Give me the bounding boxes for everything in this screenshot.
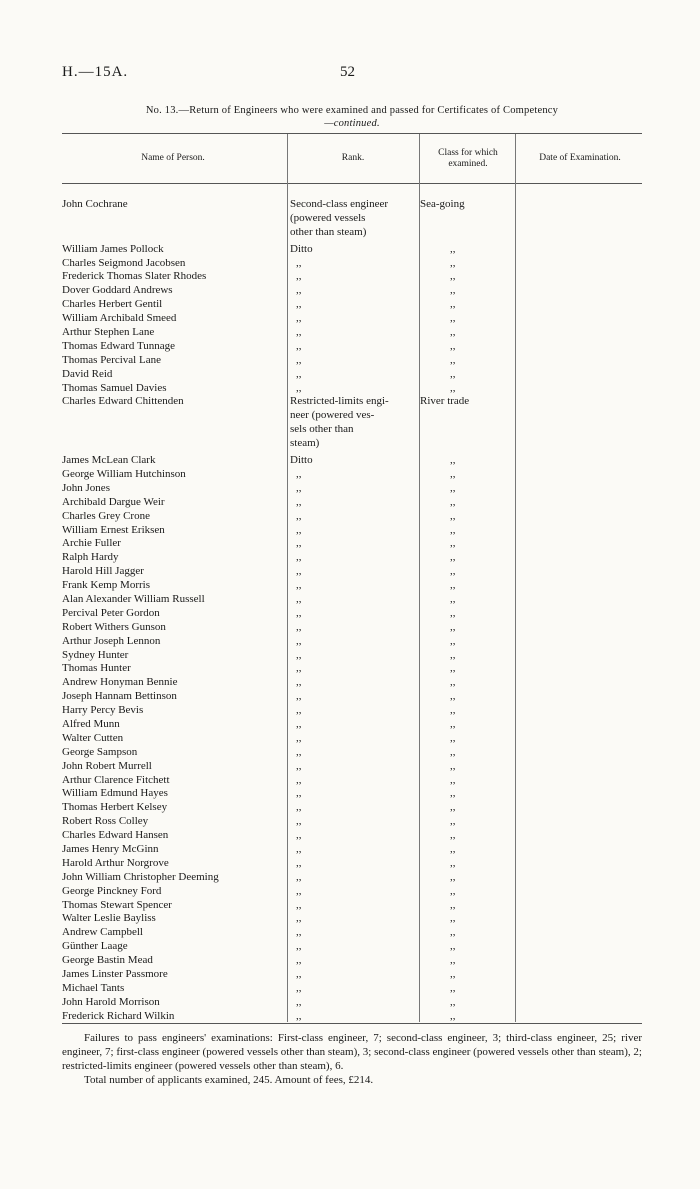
table-row: [62, 718, 642, 732]
person-name: Arthur Joseph Lennon: [62, 634, 161, 647]
rank-line: ,,: [296, 634, 302, 647]
rank-cell: [290, 312, 416, 326]
class-cell: ,,: [450, 242, 456, 255]
person-name: Thomas Edward Tunnage: [62, 339, 176, 352]
person-name: Dover Goddard Andrews: [62, 284, 173, 297]
class-cell: Sea-going: [420, 198, 465, 210]
table-row: [62, 857, 642, 871]
class-cell: ,,: [450, 648, 456, 661]
class-cell: ,,: [450, 353, 456, 366]
rank-line: ,,: [296, 495, 302, 508]
rank-cell: [290, 270, 416, 284]
table-bottom-rule: [62, 1023, 642, 1024]
class-cell: ,,: [450, 759, 456, 772]
rank-cell: [290, 690, 416, 704]
person-name: Thomas Samuel Davies: [62, 381, 167, 394]
class-cell: ,,: [450, 270, 456, 283]
table-row: [62, 732, 642, 746]
person-name: Michael Tants: [62, 981, 125, 994]
rank-cell: [290, 718, 416, 732]
table-row: [62, 298, 642, 312]
table-row: [62, 926, 642, 940]
person-name: Robert Withers Gunson: [62, 620, 166, 633]
rank-cell: [290, 395, 416, 451]
table-row: [62, 829, 642, 843]
class-cell: ,,: [450, 284, 456, 297]
failures-note: Failures to pass engineers' examinations: First-class engineer, 7; second-class engineer, 3; third-class engineer, 25; river engineer, 7; first-class engineer (powered vessels other than steam), 3; second-class engineer (powered vessels other than steam), 2; restricted-limits engineer (powered vessels other than steam), 6.: [62, 1032, 642, 1072]
rank-line: ,,: [296, 731, 302, 744]
rank-cell: [290, 284, 416, 298]
class-cell: ,,: [450, 926, 456, 939]
person-name: James McLean Clark: [62, 454, 156, 467]
rank-line: ,,: [296, 537, 302, 550]
table-row: [62, 537, 642, 551]
rank-cell: [290, 635, 416, 649]
table-row: [62, 524, 642, 538]
rank-line: ,,: [296, 256, 302, 269]
table-row: [62, 885, 642, 899]
person-name: Charles Edward Chittenden: [62, 395, 184, 408]
class-cell: ,,: [450, 843, 456, 856]
table-row: [62, 510, 642, 524]
person-name: Charles Edward Hansen: [62, 829, 169, 842]
class-cell: ,,: [450, 690, 456, 703]
table-top-rule: [62, 133, 642, 134]
rank-cell: [290, 368, 416, 382]
rank-cell: [290, 340, 416, 354]
table-row: [62, 871, 642, 885]
table-title: [62, 104, 642, 130]
person-name: Archie Fuller: [62, 537, 121, 550]
person-name: Robert Ross Colley: [62, 815, 149, 828]
rank-cell: [290, 382, 416, 396]
class-cell: ,,: [450, 704, 456, 717]
rank-cell: [290, 982, 416, 996]
rank-line: ,,: [296, 704, 302, 717]
rank-cell: [290, 760, 416, 774]
rank-line: ,,: [296, 801, 302, 814]
person-name: Walter Leslie Bayliss: [62, 912, 156, 925]
rank-cell: [290, 732, 416, 746]
table-row: [62, 982, 642, 996]
table-row: [62, 676, 642, 690]
class-cell: ,,: [450, 870, 456, 883]
person-name: Thomas Herbert Kelsey: [62, 801, 168, 814]
rank-cell: [290, 815, 416, 829]
person-name: Charles Grey Crone: [62, 509, 150, 522]
class-cell: ,,: [450, 381, 456, 394]
person-name: Percival Peter Gordon: [62, 606, 160, 619]
rank-cell: [290, 662, 416, 676]
rank-cell: [290, 524, 416, 538]
rank-line: ,,: [296, 606, 302, 619]
table-row: [62, 565, 642, 579]
table-row: [62, 198, 642, 243]
person-name: Joseph Hannam Bettinson: [62, 690, 177, 703]
class-cell: ,,: [450, 495, 456, 508]
person-name: John Cochrane: [62, 198, 128, 210]
rank-cell: [290, 801, 416, 815]
column-header-class: Class for which examined.: [438, 148, 498, 169]
rank-cell: [290, 843, 416, 857]
person-name: Frederick Thomas Slater Rhodes: [62, 270, 207, 283]
rank-cell: [290, 551, 416, 565]
table-row: [62, 395, 642, 454]
class-cell: ,,: [450, 981, 456, 994]
person-name: Archibald Dargue Weir: [62, 495, 165, 508]
rank-line: ,,: [296, 940, 302, 953]
person-name: John Harold Morrison: [62, 995, 160, 1008]
rank-line: Second-class engineer: [290, 198, 389, 210]
rank-cell: [290, 496, 416, 510]
table-row: [62, 1010, 642, 1024]
rank-cell: [290, 885, 416, 899]
rank-cell: [290, 354, 416, 368]
table-row: [62, 496, 642, 510]
class-cell: ,,: [450, 367, 456, 380]
table-row: [62, 968, 642, 982]
rank-cell: [290, 468, 416, 482]
person-name: William Edmund Hayes: [62, 787, 168, 800]
rank-line: ,,: [296, 981, 302, 994]
rank-line: ,,: [296, 565, 302, 578]
rank-cell: [290, 510, 416, 524]
class-cell: ,,: [450, 454, 456, 467]
table-row: [62, 801, 642, 815]
class-cell: ,,: [450, 537, 456, 550]
rank-line: ,,: [296, 298, 302, 311]
person-name: James Linster Passmore: [62, 968, 168, 981]
class-cell: ,,: [450, 339, 456, 352]
rank-cell: [290, 704, 416, 718]
person-name: Thomas Percival Lane: [62, 353, 161, 366]
rank-cell: [290, 298, 416, 312]
rank-line: ,,: [296, 829, 302, 842]
rank-cell: [290, 579, 416, 593]
table-row: [62, 774, 642, 788]
person-name: Günther Laage: [62, 940, 128, 953]
person-name: John William Christopher Deeming: [62, 870, 219, 883]
table-row: [62, 482, 642, 496]
class-cell: ,,: [450, 676, 456, 689]
class-cell: ,,: [450, 995, 456, 1008]
table-row: [62, 704, 642, 718]
rank-cell: [290, 565, 416, 579]
table-row: [62, 284, 642, 298]
rank-line: ,,: [296, 579, 302, 592]
table-title-main: No. 13.—Return of Engineers who were examined and passed for Certificates of Competency: [145, 105, 559, 116]
rank-cell: [290, 940, 416, 954]
table-row: [62, 899, 642, 913]
person-name: Alan Alexander William Russell: [62, 592, 205, 605]
person-name: John Robert Murrell: [62, 759, 152, 772]
class-cell: ,,: [450, 565, 456, 578]
table-row: [62, 607, 642, 621]
person-name: John Jones: [62, 481, 110, 494]
person-name: Frederick Richard Wilkin: [62, 1009, 175, 1022]
rank-line: Restricted-limits engi-: [290, 395, 389, 408]
class-cell: ,,: [450, 481, 456, 494]
rank-line: ,,: [296, 312, 302, 325]
class-cell: ,,: [450, 467, 456, 480]
person-name: Andrew Campbell: [62, 926, 143, 939]
rank-cell: [290, 649, 416, 663]
rank-cell: [290, 593, 416, 607]
class-cell: ,,: [450, 326, 456, 339]
rank-line: ,,: [296, 648, 302, 661]
class-cell: ,,: [450, 298, 456, 311]
person-name: William James Pollock: [62, 242, 164, 255]
rank-cell: [290, 326, 416, 340]
class-cell: ,,: [450, 912, 456, 925]
rank-cell: [290, 482, 416, 496]
rank-line: ,,: [296, 843, 302, 856]
person-name: Sydney Hunter: [62, 648, 129, 661]
table-row: [62, 746, 642, 760]
rank-line: ,,: [296, 367, 302, 380]
class-cell: ,,: [450, 856, 456, 869]
rank-line: ,,: [296, 467, 302, 480]
person-name: Charles Seigmond Jacobsen: [62, 256, 186, 269]
rank-line: ,,: [296, 856, 302, 869]
class-cell: ,,: [450, 745, 456, 758]
person-name: George William Hutchinson: [62, 467, 186, 480]
rank-line: ,,: [296, 481, 302, 494]
class-cell: ,,: [450, 968, 456, 981]
table-row: [62, 326, 642, 340]
table-row: [62, 690, 642, 704]
table-header-rule: [62, 183, 642, 184]
table-row: [62, 593, 642, 607]
class-cell: ,,: [450, 898, 456, 911]
rank-line: ,,: [296, 954, 302, 967]
rank-cell: [290, 871, 416, 885]
person-name: David Reid: [62, 367, 113, 380]
rank-line: ,,: [296, 381, 302, 394]
person-name: Andrew Honyman Bennie: [62, 676, 178, 689]
table-row: [62, 662, 642, 676]
rank-line: ,,: [296, 995, 302, 1008]
class-cell: ,,: [450, 620, 456, 633]
class-cell: ,,: [450, 509, 456, 522]
table-row: [62, 312, 642, 326]
table-row: [62, 649, 642, 663]
rank-line: Ditto: [290, 454, 313, 467]
table-row: [62, 354, 642, 368]
person-name: Arthur Clarence Fitchett: [62, 773, 170, 786]
class-cell: ,,: [450, 1009, 456, 1022]
table-row: [62, 760, 642, 774]
column-header-name: Name of Person.: [141, 153, 205, 163]
table-row: [62, 340, 642, 354]
table-row: [62, 635, 642, 649]
rank-cell: [290, 746, 416, 760]
table-row: [62, 912, 642, 926]
class-cell: ,,: [450, 256, 456, 269]
person-name: Frank Kemp Morris: [62, 579, 150, 592]
rank-line: ,,: [296, 898, 302, 911]
totals-note: Total number of applicants examined, 245. Amount of fees, £214.: [84, 1074, 374, 1086]
rank-line: neer (powered ves-: [290, 409, 375, 422]
rank-cell: [290, 454, 416, 468]
rank-line: other than steam): [290, 225, 367, 238]
rank-line: ,,: [296, 326, 302, 339]
person-name: Walter Cutten: [62, 731, 124, 744]
person-name: George Bastin Mead: [62, 954, 153, 967]
table-row: [62, 382, 642, 396]
rank-line: ,,: [296, 339, 302, 352]
rank-cell: [290, 198, 416, 240]
table-row: [62, 579, 642, 593]
class-cell: ,,: [450, 731, 456, 744]
rank-line: ,,: [296, 870, 302, 883]
person-name: Charles Herbert Gentil: [62, 298, 163, 311]
rank-line: (powered vessels: [290, 211, 366, 224]
table-row: [62, 551, 642, 565]
table-row: [62, 843, 642, 857]
rank-cell: [290, 829, 416, 843]
rank-line: ,,: [296, 284, 302, 297]
rank-cell: [290, 968, 416, 982]
class-cell: ,,: [450, 606, 456, 619]
person-name: Arthur Stephen Lane: [62, 326, 155, 339]
class-cell: ,,: [450, 787, 456, 800]
table-row: [62, 996, 642, 1010]
class-cell: ,,: [450, 801, 456, 814]
person-name: Harry Percy Bevis: [62, 704, 144, 717]
rank-cell: [290, 926, 416, 940]
person-name: Alfred Munn: [62, 718, 120, 730]
rank-line: ,,: [296, 926, 302, 939]
rank-cell: [290, 537, 416, 551]
rank-line: ,,: [296, 662, 302, 675]
rank-line: ,,: [296, 884, 302, 897]
table-row: [62, 954, 642, 968]
rank-line: sels other than: [290, 423, 354, 436]
class-cell: ,,: [450, 579, 456, 592]
person-name: Ralph Hardy: [62, 551, 119, 564]
rank-line: ,,: [296, 773, 302, 786]
table-row: [62, 621, 642, 635]
class-cell: ,,: [450, 815, 456, 828]
rank-cell: [290, 243, 416, 257]
class-cell: ,,: [450, 523, 456, 536]
table-row: [62, 468, 642, 482]
rank-cell: [290, 857, 416, 871]
rank-line: ,,: [296, 690, 302, 703]
rank-line: ,,: [296, 968, 302, 981]
rank-cell: [290, 954, 416, 968]
person-name: William Ernest Eriksen: [62, 523, 165, 536]
person-name: William Archibald Smeed: [62, 312, 177, 325]
rank-cell: [290, 996, 416, 1010]
rank-cell: [290, 912, 416, 926]
class-cell: ,,: [450, 884, 456, 897]
table-row: [62, 454, 642, 468]
rank-line: Ditto: [290, 242, 313, 255]
person-name: Thomas Stewart Spencer: [62, 898, 172, 911]
rank-cell: [290, 621, 416, 635]
class-cell: ,,: [450, 940, 456, 953]
rank-line: ,,: [296, 592, 302, 605]
class-cell: ,,: [450, 662, 456, 675]
rank-line: ,,: [296, 551, 302, 564]
class-cell: ,,: [450, 773, 456, 786]
rank-line: ,,: [296, 509, 302, 522]
column-header-rank: Rank.: [341, 153, 365, 163]
rank-line: ,,: [296, 718, 302, 730]
rank-cell: [290, 774, 416, 788]
table-row: [62, 368, 642, 382]
table-row: [62, 815, 642, 829]
rank-cell: [290, 676, 416, 690]
table-title-continued: —continued.: [324, 118, 380, 129]
document-code: H.—15A.: [62, 64, 129, 80]
rank-cell: [290, 1010, 416, 1024]
footnotes: [62, 1031, 642, 1087]
rank-line: ,,: [296, 353, 302, 366]
person-name: George Sampson: [62, 745, 138, 758]
rank-line: ,,: [296, 745, 302, 758]
rank-cell: [290, 607, 416, 621]
rank-line: ,,: [296, 912, 302, 925]
rank-line: ,,: [296, 759, 302, 772]
class-cell: ,,: [450, 718, 456, 730]
column-header-date: Date of Examination.: [539, 153, 621, 163]
rank-line: ,,: [296, 1009, 302, 1022]
table-row: [62, 940, 642, 954]
engineers-table-body: [62, 198, 642, 1024]
person-name: Thomas Hunter: [62, 662, 131, 675]
rank-line: ,,: [296, 676, 302, 689]
table-row: [62, 270, 642, 284]
rank-cell: [290, 787, 416, 801]
class-cell: ,,: [450, 312, 456, 325]
table-row: [62, 787, 642, 801]
person-name: George Pinckney Ford: [62, 884, 162, 897]
rank-cell: [290, 257, 416, 271]
person-name: James Henry McGinn: [62, 843, 159, 856]
class-cell: ,,: [450, 634, 456, 647]
rank-line: ,,: [296, 270, 302, 283]
rank-line: steam): [290, 437, 320, 450]
rank-line: ,,: [296, 620, 302, 633]
page-number: 52: [340, 64, 355, 80]
table-row: [62, 257, 642, 271]
class-cell: River trade: [420, 395, 470, 408]
class-cell: ,,: [450, 592, 456, 605]
class-cell: ,,: [450, 829, 456, 842]
rank-line: ,,: [296, 787, 302, 800]
person-name: Harold Hill Jagger: [62, 565, 144, 578]
class-cell: ,,: [450, 954, 456, 967]
table-row: [62, 243, 642, 257]
rank-line: ,,: [296, 523, 302, 536]
class-cell: ,,: [450, 551, 456, 564]
rank-line: ,,: [296, 815, 302, 828]
rank-cell: [290, 899, 416, 913]
person-name: Harold Arthur Norgrove: [62, 856, 169, 869]
